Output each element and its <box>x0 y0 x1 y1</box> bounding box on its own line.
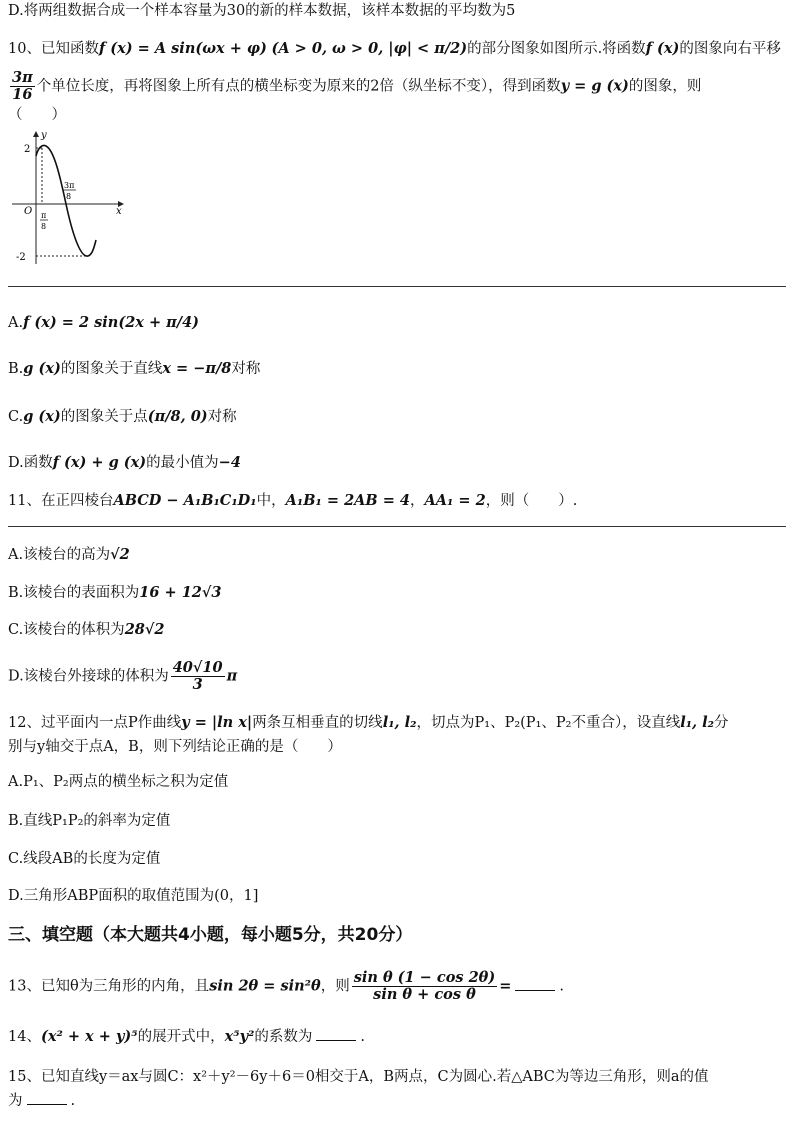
divider-q10 <box>8 286 786 287</box>
q11-b-text: B.该棱台的表面积为 <box>8 585 140 601</box>
q14-c: 的系数为 <box>254 1029 313 1045</box>
q10-c-text: 的图象关于点 <box>60 409 148 425</box>
q13-stem <box>8 970 564 1003</box>
q10-c-end: 对称 <box>207 409 237 425</box>
q10-stem-line2 <box>8 70 701 103</box>
q9-option-d: D.将两组数据合成一个样本容量为30的新的样本数据，该样本数据的平均数为5 <box>8 3 516 19</box>
q10-stem-c: 的图象向右平移 <box>679 41 781 57</box>
q11-b-val: 16 + 12√3 <box>139 584 222 601</box>
q12-stem-line1 <box>8 712 729 734</box>
q10-option-a <box>8 312 199 334</box>
q14-b: 的展开式中， <box>137 1029 225 1045</box>
q15-stem-line1: 15、已知直线y＝ax与圆C：x²＋y²－6y＋6＝0相交于A，B两点，C为圆心.若△ABC为等边三角形，则a的值 <box>8 1069 709 1085</box>
q12-line1-d: 分 <box>714 715 729 731</box>
q10-b-math1: g (x) <box>23 360 61 377</box>
q10-b-text: 的图象关于直线 <box>60 361 163 377</box>
q12-option-c: C.线段AB的长度为定值 <box>8 851 161 867</box>
q11-option-a <box>8 544 130 566</box>
q12-line1-b: 两条互相垂直的切线 <box>252 715 383 731</box>
q11-d-pi: π <box>226 667 238 685</box>
q12-curve: y = |ln x| <box>181 714 253 731</box>
q11-stem-a: 11、在正四棱台 <box>8 493 114 509</box>
q12-lines: l₁, l₂ <box>382 714 417 731</box>
y-max-label: 2 <box>24 144 31 155</box>
q10-d-val: −4 <box>218 454 241 471</box>
origin-label: O <box>24 206 33 217</box>
q13-den: sin θ + cos θ <box>373 986 476 1003</box>
q11-c-val: 28√2 <box>124 621 165 638</box>
q10-d-math: f (x) + g (x) <box>52 454 147 471</box>
q10-stem-b: 的部分图象如图所示.将函数 <box>467 41 646 57</box>
q12-option-d: D.三角形ABP面积的取值范围为(0，1] <box>8 888 259 904</box>
q10-stem-d: 个单位长度，再将图象上所有点的横坐标变为原来的2倍（纵坐标不变），得到函数 <box>36 78 561 95</box>
q11-a-text: A.该棱台的高为 <box>8 547 111 563</box>
q14-a: 14、 <box>8 1029 41 1045</box>
q14-stem <box>8 1026 365 1048</box>
q11-d-fraction <box>171 660 225 693</box>
q10-sine-graph <box>10 128 130 268</box>
q10-b-end: 对称 <box>231 361 261 377</box>
q13-eq2: = <box>499 977 512 995</box>
section3-heading: 三、填空题（本大题共4小题，每小题5分，共20分） <box>8 925 413 945</box>
q13-end: . <box>559 978 564 995</box>
q11-option-d <box>8 660 237 693</box>
q13-b: ，则 <box>320 978 350 995</box>
q14-expr: (x² + x + y)⁵ <box>40 1028 138 1045</box>
q10-gx: y = g (x) <box>560 77 629 95</box>
q14-end: . <box>360 1029 365 1045</box>
q10-b-prefix: B. <box>8 361 24 377</box>
q11-sep: ， <box>410 493 425 509</box>
q13-num: sin θ (1 − cos 2θ) <box>353 969 496 986</box>
q10-option-b <box>8 358 260 380</box>
y-axis-label: y <box>41 130 47 141</box>
q11-c-text: C.该棱台的体积为 <box>8 622 125 638</box>
q11-solid: ABCD − A₁B₁C₁D₁ <box>113 492 257 509</box>
q10-fx: f (x) = A sin(ωx + φ) <box>98 40 267 57</box>
q10-shift-den: 16 <box>12 86 33 103</box>
q12-line1-a: 12、过平面内一点P作曲线 <box>8 715 182 731</box>
q10-a-prefix: A. <box>8 315 24 331</box>
q10-stem-a: 10、已知函数 <box>8 41 99 57</box>
q10-fx2: f (x) <box>645 40 680 57</box>
q10-shift-fraction <box>10 70 35 103</box>
q10-b-math2: x = −π/8 <box>162 360 232 377</box>
q10-stem-line1 <box>8 38 781 60</box>
q14-term: x⁵y² <box>224 1028 255 1045</box>
q11-d-num: 40√10 <box>172 659 223 676</box>
q10-d-prefix: D.函数 <box>8 455 53 471</box>
q10-c-math1: g (x) <box>23 408 61 425</box>
q11-stem-b: 中， <box>256 493 286 509</box>
q10-condition: (A > 0, ω > 0, |φ| < π/2) <box>271 40 468 57</box>
q15-end: . <box>70 1093 76 1109</box>
q10-c-prefix: C. <box>8 409 24 425</box>
q11-cond1: A₁B₁ = 2AB = 4 <box>285 492 411 509</box>
q13-a: 13、已知θ为三角形的内角，且 <box>8 978 210 995</box>
q10-c-math2: (π/8, 0) <box>147 408 208 425</box>
q10-stem-e: 的图象，则 <box>628 78 702 95</box>
q15-line2: 为 <box>8 1093 23 1109</box>
q10-shift-num: 3π <box>12 69 33 86</box>
q13-eq: sin 2θ = sin²θ <box>209 977 321 995</box>
q11-a-val: √2 <box>110 546 130 563</box>
q10-option-d <box>8 452 241 474</box>
y-axis-arrow-icon <box>33 131 39 137</box>
q11-stem-c: ，则（ ）. <box>485 493 578 509</box>
q11-stem <box>8 490 577 512</box>
q12-lines2: l₁, l₂ <box>680 714 715 731</box>
q11-option-c <box>8 619 165 641</box>
q11-d-den: 3 <box>192 676 203 693</box>
q12-option-b: B.直线P₁P₂的斜率为定值 <box>8 813 171 829</box>
tick1-den: 8 <box>41 222 47 231</box>
q15-stem-line2 <box>8 1090 75 1112</box>
divider-q11 <box>8 526 786 527</box>
q15-answer-blank[interactable] <box>27 1104 67 1105</box>
q12-line1-c: ，切点为P₁、P₂(P₁、P₂不重合），设直线 <box>416 715 681 731</box>
y-min-label: -2 <box>16 252 26 263</box>
q12-option-a: A.P₁、P₂两点的横坐标之积为定值 <box>8 774 229 790</box>
q13-fraction <box>352 970 498 1003</box>
q11-option-b <box>8 582 222 604</box>
q12-stem-line2: 别与y轴交于点A，B，则下列结论正确的是（ ） <box>8 739 342 755</box>
tick2-den: 8 <box>66 192 72 201</box>
q11-cond2: AA₁ = 2 <box>424 492 486 509</box>
q10-option-c <box>8 406 237 428</box>
q11-d-text: D.该棱台外接球的体积为 <box>8 668 169 685</box>
tick2-num: 3π <box>64 181 75 190</box>
x-axis-label: x <box>116 206 122 217</box>
q13-answer-blank[interactable] <box>515 990 555 991</box>
tick1-num: π <box>41 211 47 220</box>
q10-paren: （ ） <box>8 107 66 123</box>
q10-a-math: f (x) = 2 sin(2x + π/4) <box>23 314 200 331</box>
q10-d-text: 的最小值为 <box>146 455 219 471</box>
q14-answer-blank[interactable] <box>316 1040 356 1041</box>
